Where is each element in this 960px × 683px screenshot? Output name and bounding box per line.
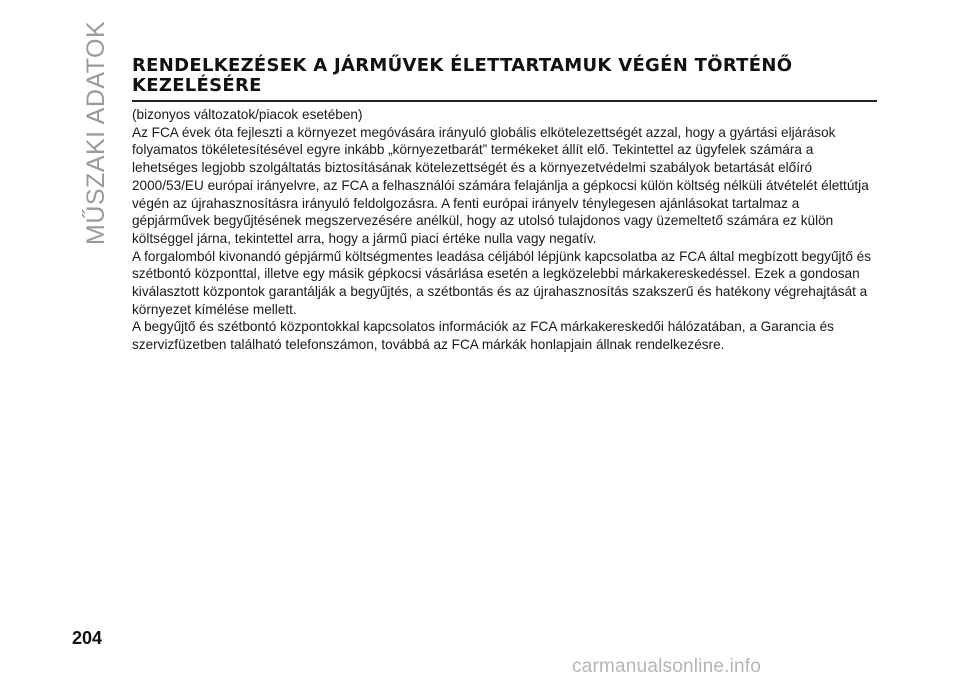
paragraph-scope-note: (bizonyos változatok/piacok esetében) (132, 107, 363, 122)
paragraph-intro: Az FCA évek óta fejleszti a környezet megóvására irányuló globális elkötelezettségét azzal, hogy a gyártási eljárások folyamatos tökéletesítésével egyre inkább „környezetbarát” termékeket állít elő. Tekintettel az ügyfelek számára a lehetséges legjobb szolgáltatás biztosításának kötelezettségét és a környezetvédelmi szabályok betartását előíró 2000/53/EU európai irányelvre, az FCA a felhasználói számára felajánlja a gépkocsi külön költség nélküli átvételét élettútja végén az újrahasznosításra irányuló feldolgozásra. A fenti európai irányelv ténylegesen ajánlásokat tartalmaz a gépjárművek begyűjtésének megszervezésére anélkül, hogy az utolsó tulajdonos vagy üzemeltető számára ez külön költséggel járna, tekintettel arra, hogy a jármű piaci értéke nulla vagy negatív. (132, 124, 869, 246)
watermark-footer: carmanualsonline.info (572, 656, 762, 677)
page-content (132, 56, 877, 354)
paragraph-takeback: A forgalomból kivonandó gépjármű költségmentes leadása céljából lépjünk kapcsolatba az FCA által megbízott begyűjtő és szétbontó központtal, illetve egy másik gépkocsi vásárlása esetén a legközelebbi márkakereskedéssel. Ezek a gondosan kiválasztott központok garantálják a begyűjtés, a szétbontás és az újrahasznosítás szakszerű és hatékony végrehajtását a környezet kímélése mellett. (132, 248, 872, 317)
page-number: 204 (72, 628, 103, 648)
section-side-label-text: MŰSZAKI ADATOK (82, 20, 110, 245)
section-side-label (70, 20, 130, 245)
title-rule (132, 100, 877, 102)
page-title: RENDELKEZÉSEK A JÁRMŰVEK ÉLETTARTAMUK VÉGÉN TÖRTÉNŐ KEZELÉSÉRE (132, 55, 793, 96)
paragraph-contact-info: A begyűjtő és szétbontó központokkal kapcsolatos információk az FCA márkakereskedői hálózatában, a Garancia és szervizfüzetben található telefonszámon, továbbá az FCA márkák honlapjain állnak rendelkezésre. (132, 319, 834, 353)
